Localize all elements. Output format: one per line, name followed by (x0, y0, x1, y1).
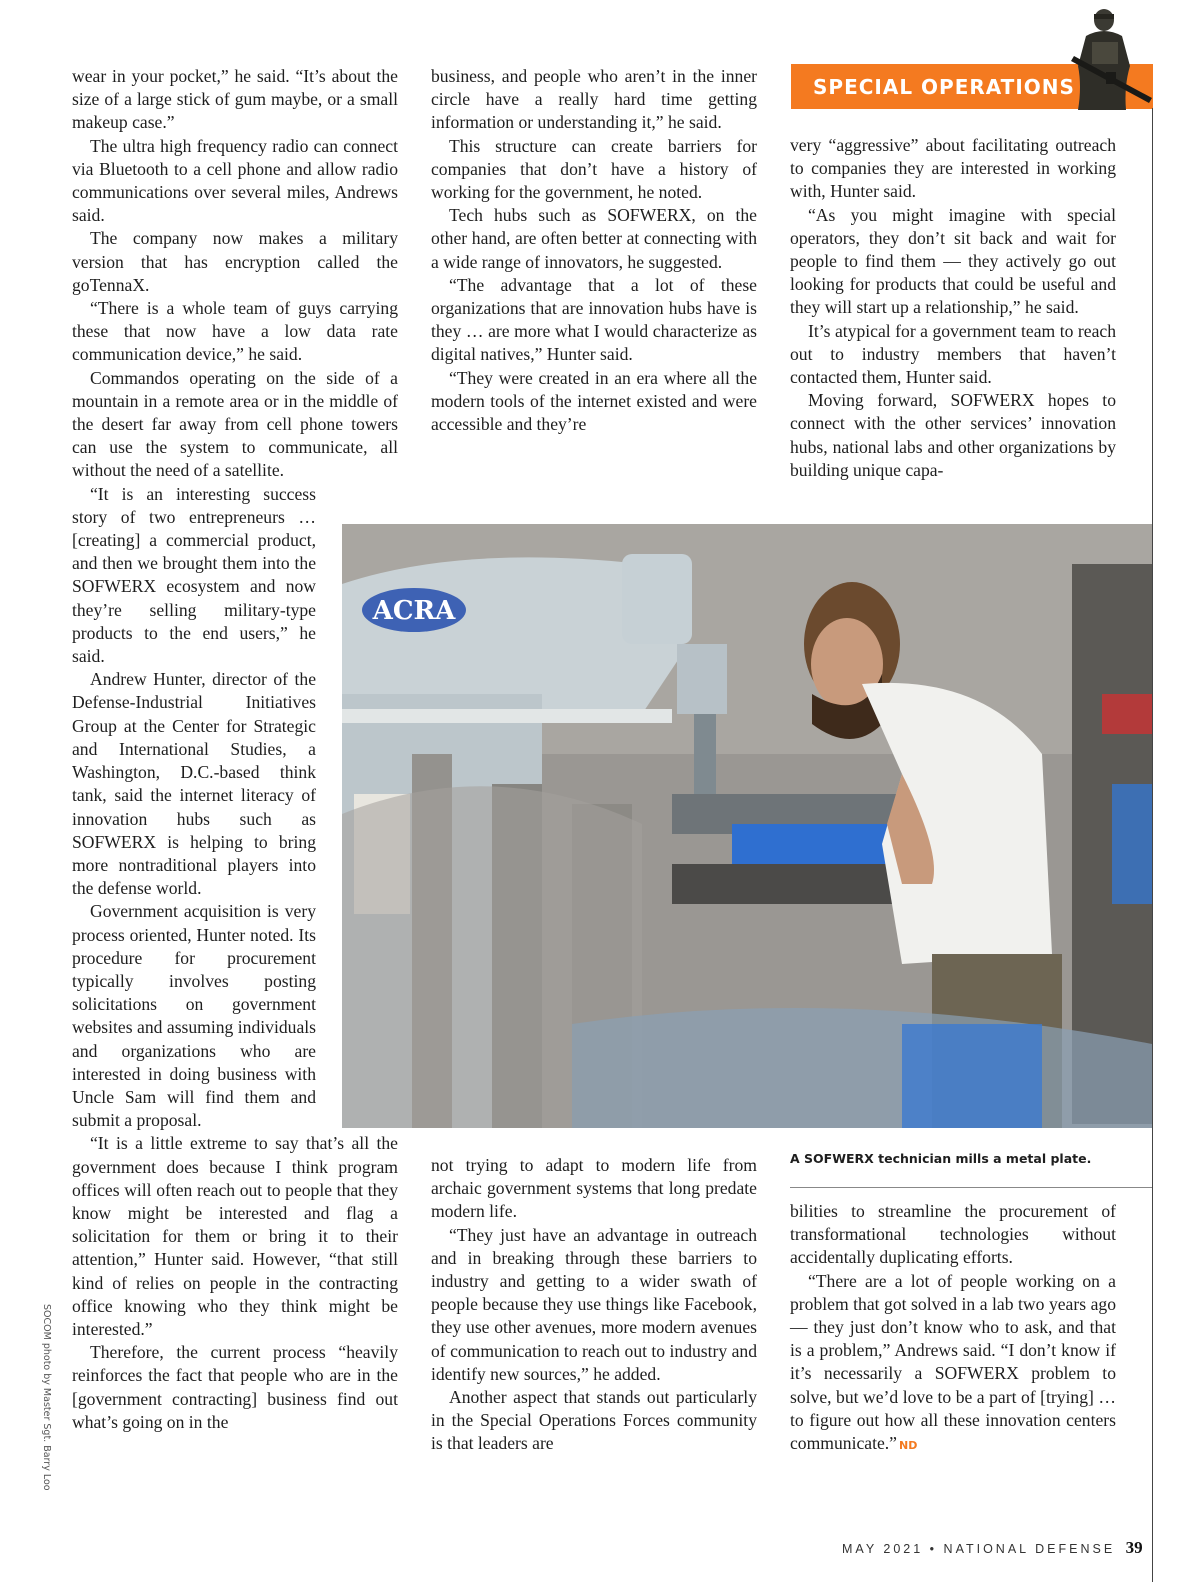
paragraph: bilities to streamline the procurement of transformational technologies without accidentally duplicating efforts. (790, 1201, 1116, 1268)
page-footer (842, 1538, 1143, 1558)
soldier-silhouette-icon (1064, 6, 1156, 110)
milling-machine-photo (342, 524, 1152, 1128)
paragraph: “They were created in an era where all the modern tools of the internet existed and were accessible and they’re (431, 367, 757, 435)
paragraph: It’s atypical for a government team to reach out to industry members that haven’t contacted them, Hunter said. (790, 320, 1116, 388)
article-column-2-top (431, 65, 757, 436)
paragraph: “It is an interesting success story of two entrepreneurs … [creating] a commercial product, and then we brought them into the SOFWERX ecosystem and now they’re selling military-type products to the end users,” he said. (72, 483, 316, 667)
article-column-3-top (790, 134, 1116, 482)
photo-credit: SOCOM photo by Master Sgt. Barry Loo (41, 1304, 52, 1491)
machine-label: ACRA (372, 596, 456, 626)
paragraph: Another aspect that stands out particularly in the Special Operations Forces community is that leaders are (431, 1387, 757, 1454)
paragraph: business, and people who aren’t in the inner circle have a really hard time getting information or understanding it,” he said. (431, 66, 757, 133)
paragraph: Commandos operating on the side of a mountain in a remote area or in the middle of the desert far away from cell phone towers can use the system to communicate, all without the need of a satellite. (72, 367, 398, 481)
paragraph (790, 1270, 1116, 1458)
caption-rule (790, 1187, 1152, 1188)
article-column-3-bottom (790, 1200, 1116, 1457)
article-photo (342, 524, 1152, 1128)
page-number: 39 (1125, 1538, 1143, 1557)
paragraph: “They just have an advantage in outreach and in breaking through these barriers to industry and getting to a wider swath of people because they use things like Facebook, they use other avenues, more modern avenues of communication to reach out to industry and identify new sources,” he added. (431, 1224, 757, 1384)
paragraph: Government acquisition is very process oriented, Hunter noted. Its procedure for procurement typically involves posting solicitations on government websites and assuming individuals and organizations who are interested in doing business with Uncle Sam will find them and submit a proposal. (72, 901, 316, 1131)
paragraph: “The advantage that a lot of these organizations that are innovation hubs have is they … are more what I would characterize as digital natives,” Hunter said. (431, 274, 757, 365)
section-banner-label: SPECIAL OPERATIONS (813, 74, 1075, 99)
paragraph: wear in your pocket,” he said. “It’s about the size of a large stick of gum maybe, or a small makeup case.” (72, 66, 398, 133)
end-mark: ND (898, 1439, 918, 1453)
paragraph: The ultra high frequency radio can connect via Bluetooth to a cell phone and allow radio communications over several miles, Andrews said. (72, 135, 398, 226)
paragraph: Andrew Hunter, director of the Defense-Industrial Initiatives Group at the Center for Strategic and International Studies, a Washington, D.C.-based think tank, said the internet literacy of innovation hubs such as SOFWERX is helping to bring more nontraditional players into the defense world. (72, 669, 316, 899)
article-column-2-bottom (431, 1154, 757, 1456)
column-rule (1152, 108, 1153, 1582)
footer-issue: MAY 2021 • NATIONAL DEFENSE (842, 1542, 1116, 1556)
paragraph: Therefore, the current process “heavily reinforces the fact that people who are in the [government contracting] business find out what’s going on in the (72, 1342, 398, 1432)
paragraph: very “aggressive” about facilitating outreach to companies they are interested in working with, Hunter said. (790, 135, 1116, 202)
paragraph-text: “There are a lot of people working on a problem that got solved in a lab two years ago — they just don’t know who to ask, and that is a problem,” Andrews said. “I don’t know if it’s necessarily a SOFWERX problem to solve, but we’d love to be a part of [trying] … to figure out how all these innovation centers communicate.” (790, 1270, 1116, 1454)
photo-caption: A SOFWERX technician mills a metal plate. (790, 1151, 1092, 1166)
paragraph: This structure can create barriers for companies that don’t have a history of working for the government, he noted. (431, 135, 757, 203)
paragraph: Tech hubs such as SOFWERX, on the other hand, are often better at connecting with a wide range of innovators, he suggested. (431, 205, 757, 272)
wrap-around-photo (72, 483, 316, 1133)
paragraph: The company now makes a military version that has encryption called the goTennaX. (72, 228, 398, 295)
paragraph: Moving forward, SOFWERX hopes to connect with the other services’ innovation hubs, national labs and other organizations by building unique capa- (790, 390, 1116, 480)
paragraph: “There is a whole team of guys carrying these that now have a low data rate communication device,” he said. (72, 298, 398, 365)
paragraph: “It is a little extreme to say that’s all the government does because I think program offices will often reach out to people that they know might be interested and flag a solicitation for them or bring it to their attention,” Hunter said. However, “that still kind of relies on people in the contracting office knowing who they think might be interested.” (72, 1133, 398, 1339)
paragraph: not trying to adapt to modern life from archaic government systems that long predate modern life. (431, 1155, 757, 1222)
paragraph: “As you might imagine with special operators, they don’t sit back and wait for people to find them — they actively go out looking for products that could be useful and they will start up a relationship,” he said. (790, 204, 1116, 318)
